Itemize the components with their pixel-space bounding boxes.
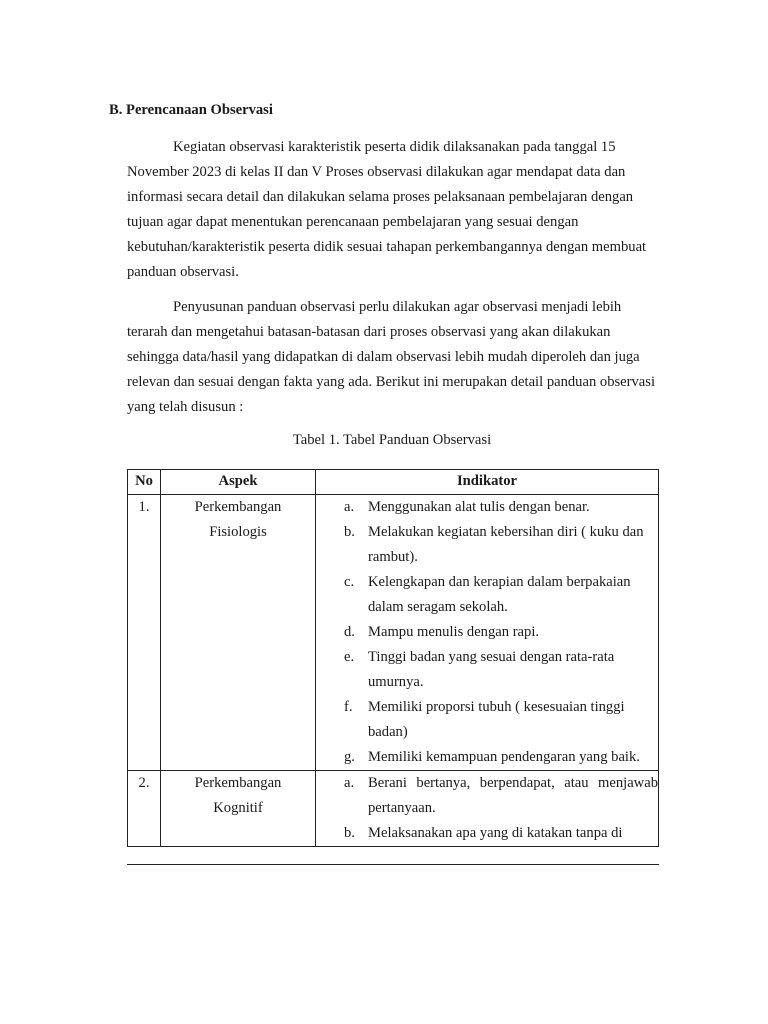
indicator-text: Melakukan kegiatan kebersihan diri ( kuku dan rambut). bbox=[368, 524, 644, 565]
indicator-item bbox=[316, 771, 658, 821]
row-indicators bbox=[316, 495, 659, 771]
indicator-item bbox=[316, 745, 658, 770]
aspect-line: Perkembangan bbox=[194, 499, 282, 515]
indicator-list bbox=[316, 495, 658, 770]
indicator-text: Memiliki kemampuan pendengaran yang baik. bbox=[368, 749, 640, 765]
table-viewport bbox=[127, 469, 659, 865]
row-aspect bbox=[161, 495, 316, 771]
row-indicators bbox=[316, 771, 659, 847]
table-caption: Tabel 1. Tabel Panduan Observasi bbox=[292, 432, 492, 448]
table-bottom-border bbox=[127, 864, 659, 865]
indicator-item bbox=[316, 821, 658, 846]
indicator-text: Tinggi badan yang sesuai dengan rata-rata umurnya. bbox=[368, 649, 615, 690]
indicator-marker: g. bbox=[344, 749, 355, 765]
indicator-marker: a. bbox=[344, 775, 355, 791]
paragraph-1: Kegiatan observasi karakteristik peserta didik dilaksanakan pada tanggal 15 November 2023 di kelas II dan V Proses observasi dilakukan agar mendapat data dan informasi secara detail dan dilakukan selama proses pelaksanaan pembelajaran dengan tujuan agar dapat menentukan perencanaan pembelajaran yang sesuai dengan kebutuhan/karakteristik peserta didik sesuai tahapan perkembangannya dengan membuat panduan observasi. bbox=[127, 139, 647, 280]
indicator-item bbox=[316, 620, 658, 645]
indicator-text: Melaksanakan apa yang di katakan tanpa di bbox=[368, 825, 623, 841]
header-indikator: Indikator bbox=[316, 470, 659, 495]
observation-guide-table bbox=[127, 469, 659, 847]
row-aspect bbox=[161, 771, 316, 847]
indicator-item bbox=[316, 570, 658, 620]
indicator-item bbox=[316, 695, 658, 745]
aspect-line: Perkembangan bbox=[194, 775, 282, 791]
paragraph-2: Penyusunan panduan observasi perlu dilakukan agar observasi menjadi lebih terarah dan mengetahui batasan-batasan dari proses observasi yang akan dilakukan sehingga data/hasil yang didapatkan di dalam observasi lebih mudah diperoleh dan juga relevan dan sesuai dengan fakta yang ada. Berikut ini merupakan detail panduan observasi yang telah disusun : bbox=[127, 299, 656, 415]
indicator-marker: f. bbox=[344, 699, 353, 715]
indicator-marker: a. bbox=[344, 499, 355, 515]
section-heading: B. Perencanaan Observasi bbox=[109, 102, 273, 118]
indicator-text: Menggunakan alat tulis dengan benar. bbox=[368, 499, 590, 515]
header-no: No bbox=[128, 470, 161, 495]
indicator-marker: e. bbox=[344, 649, 355, 665]
aspect-line: Kognitif bbox=[213, 800, 263, 816]
table-header-row bbox=[128, 470, 659, 495]
indicator-marker: b. bbox=[344, 825, 355, 841]
indicator-text: Memiliki proporsi tubuh ( kesesuaian tinggi badan) bbox=[368, 699, 625, 740]
indicator-marker: b. bbox=[344, 524, 355, 540]
indicator-text: Berani bertanya, berpendapat, atau menjawab pertanyaan. bbox=[368, 775, 658, 816]
indicator-text: Kelengkapan dan kerapian dalam berpakaian dalam seragam sekolah. bbox=[368, 574, 631, 615]
header-aspek: Aspek bbox=[161, 470, 316, 495]
indicator-list bbox=[316, 771, 658, 846]
table-row bbox=[128, 495, 659, 771]
indicator-item bbox=[316, 495, 658, 520]
indicator-text: Mampu menulis dengan rapi. bbox=[368, 624, 540, 640]
aspect-line: Fisiologis bbox=[209, 524, 267, 540]
indicator-item bbox=[316, 520, 658, 570]
indicator-item bbox=[316, 645, 658, 695]
indicator-marker: d. bbox=[344, 624, 355, 640]
row-number: 2. bbox=[128, 771, 161, 847]
table-row bbox=[128, 771, 659, 847]
row-number: 1. bbox=[128, 495, 161, 771]
indicator-marker: c. bbox=[344, 574, 355, 590]
